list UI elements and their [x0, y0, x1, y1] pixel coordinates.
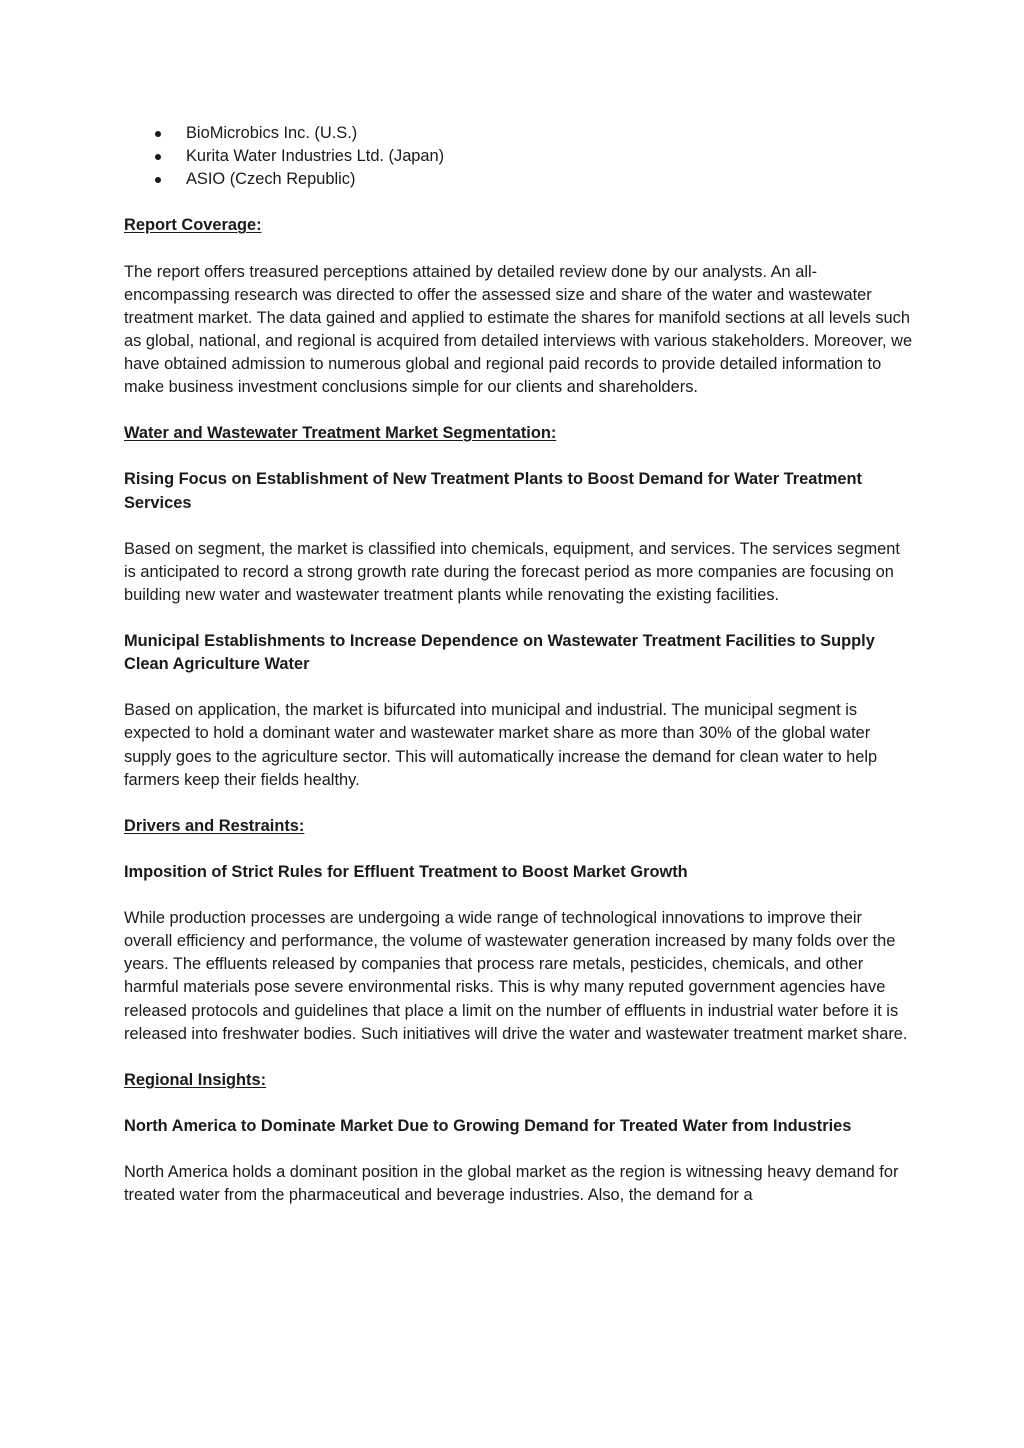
list-item-text: Kurita Water Industries Ltd. (Japan): [186, 147, 445, 166]
list-item: [124, 168, 914, 191]
application-paragraph: Based on application, the market is bifurcated into municipal and industrial. The municipal segment is expected to hold a dominant water and wastewater market share as more than 30% of the global water supply goes to the agriculture sector. This will automatically increase the demand for clean water to help farmers keep their fields healthy.: [124, 701, 878, 789]
report-coverage-paragraph: The report offers treasured perceptions attained by detailed review done by our analysts. An all-encompassing research was directed to offer the assessed size and share of the water and wastewater treatment market. The data gained and applied to estimate the shares for manifold sections at all levels such as global, national, and regional is acquired from detailed interviews with various stakeholders. Moreover, we have obtained admission to numerous global and regional paid records to provide detailed information to make business investment conclusions simple for our clients and shareholders.: [124, 262, 913, 397]
drivers-subheading: Imposition of Strict Rules for Effluent Treatment to Boost Market Growth: [124, 863, 688, 881]
list-item-text: ASIO (Czech Republic): [186, 170, 356, 189]
drivers-heading: Drivers and Restraints:: [124, 816, 305, 835]
list-item: [124, 122, 914, 145]
regional-heading: Regional Insights:: [124, 1070, 267, 1089]
bullet-icon: [155, 177, 161, 183]
list-item: [124, 145, 914, 168]
regional-paragraph: North America holds a dominant position in the global market as the region is witnessing heavy demand for treated water from the pharmaceutical and beverage industries. Also, the demand for a: [124, 1163, 899, 1205]
document-page: [124, 122, 914, 1207]
segment-paragraph: Based on segment, the market is classified into chemicals, equipment, and services. The services segment is anticipated to record a strong growth rate during the forecast period as more companies are focusing on building new water and wastewater treatment plants while renovating the existing facilities.: [124, 539, 900, 604]
report-coverage-heading: Report Coverage:: [124, 216, 262, 235]
segment-subheading: Rising Focus on Establishment of New Treatment Plants to Boost Demand for Water Treatment Services: [124, 470, 862, 512]
regional-subheading: North America to Dominate Market Due to Growing Demand for Treated Water from Industries: [124, 1117, 852, 1136]
company-list: [124, 122, 914, 191]
bullet-icon: [155, 131, 161, 137]
bullet-icon: [155, 154, 161, 160]
drivers-paragraph: While production processes are undergoing a wide range of technological innovations to improve their overall efficiency and performance, the volume of wastewater generation increased by many folds over the years. The effluents released by companies that process rare metals, pesticides, chemicals, and other harmful materials pose severe environmental risks. This is why many reputed government agencies have released protocols and guidelines that place a limit on the number of effluents in industrial water before it is released into freshwater bodies. Such initiatives will drive the water and wastewater treatment market share.: [124, 909, 908, 1043]
list-item-text: BioMicrobics Inc. (U.S.): [186, 124, 358, 142]
application-subheading: Municipal Establishments to Increase Dependence on Wastewater Treatment Facilities to Supply Clean Agriculture Water: [124, 632, 875, 674]
segmentation-heading: Water and Wastewater Treatment Market Segmentation:: [124, 424, 557, 443]
